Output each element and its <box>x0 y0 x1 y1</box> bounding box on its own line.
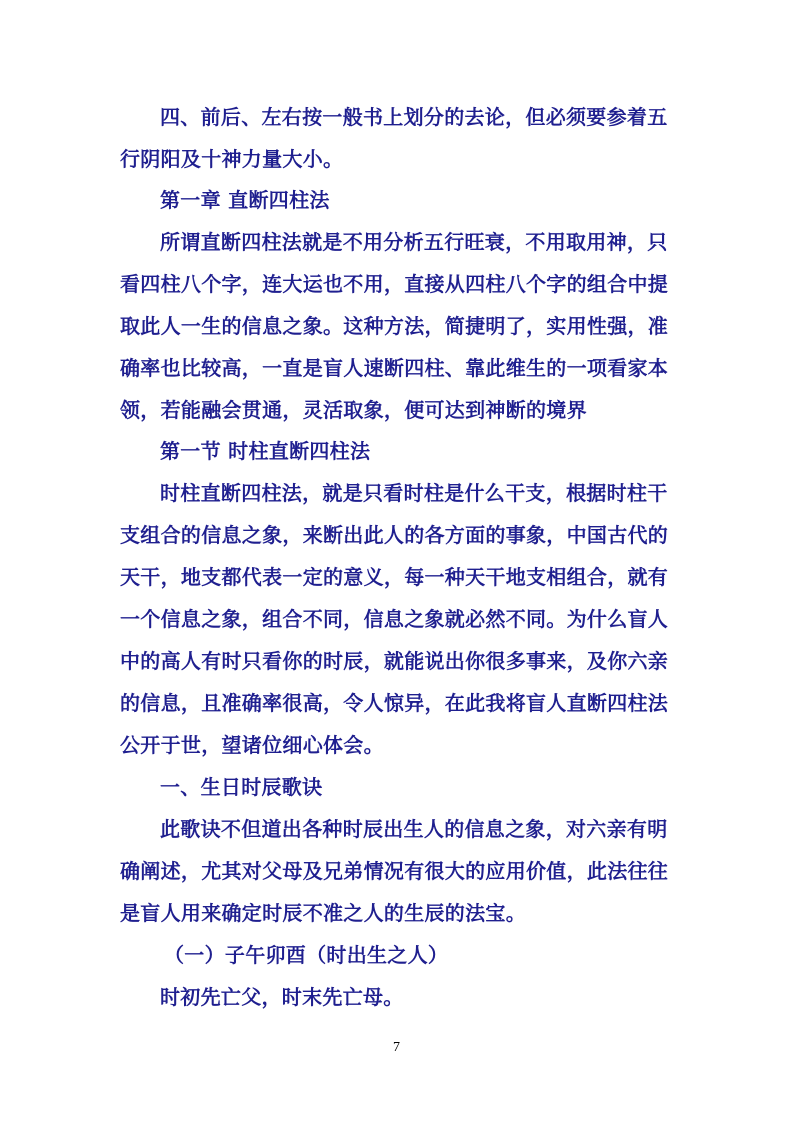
paragraph-line: 行阴阳及十神力量大小。 <box>120 147 344 171</box>
chapter-heading: 第一章 直断四柱法 <box>160 188 330 212</box>
paragraph-line: 看四柱八个字，连大运也不用，直接从四柱八个字的组合中提 <box>120 272 669 296</box>
paragraph-line: 时柱直断四柱法，就是只看时柱是什么干支，根据时柱干 <box>160 481 668 505</box>
paragraph-line: 的信息，且准确率很高，令人惊异，在此我将盲人直断四柱法 <box>120 691 669 715</box>
subsection-heading: 一、生日时辰歌诀 <box>160 775 323 799</box>
paragraph-line: 所谓直断四柱法就是不用分析五行旺衰，不用取用神，只 <box>160 230 668 254</box>
paragraph-line: 一个信息之象，组合不同，信息之象就必然不同。为什么盲人 <box>120 607 669 631</box>
paragraph-line: 时初先亡父，时末先亡母。 <box>160 985 404 1009</box>
paragraph-line: 取此人一生的信息之象。这种方法，简捷明了，实用性强，准 <box>120 314 669 338</box>
paragraph-line: 支组合的信息之象，来断出此人的各方面的事象，中国古代的 <box>120 523 669 547</box>
paragraph-line: 确率也比较高，一直是盲人速断四柱、靠此维生的一项看家本 <box>120 356 669 380</box>
paragraph-line: 公开于世，望诸位细心体会。 <box>120 733 384 757</box>
paragraph-line: 领，若能融会贯通，灵活取象，便可达到神断的境界 <box>120 398 587 422</box>
subsection-heading: （一）子午卯酉（时出生之人） <box>164 943 449 967</box>
paragraph-line: 天干，地支都代表一定的意义，每一种天干地支相组合，就有 <box>120 565 669 589</box>
paragraph-line: 此歌诀不但道出各种时辰出生人的信息之象，对六亲有明 <box>160 817 668 841</box>
section-heading: 第一节 时柱直断四柱法 <box>160 439 371 463</box>
paragraph-line: 中的高人有时只看你的时辰，就能说出你很多事来，及你六亲 <box>120 649 669 673</box>
paragraph-line: 四、前后、左右按一般书上划分的去论，但必须要参着五 <box>160 105 668 129</box>
paragraph-line: 是盲人用来确定时辰不准之人的生辰的法宝。 <box>120 901 526 925</box>
paragraph-line: 确阐述，尤其对父母及兄弟情况有很大的应用价值，此法往往 <box>120 859 669 883</box>
page-number: 7 <box>393 1040 400 1055</box>
